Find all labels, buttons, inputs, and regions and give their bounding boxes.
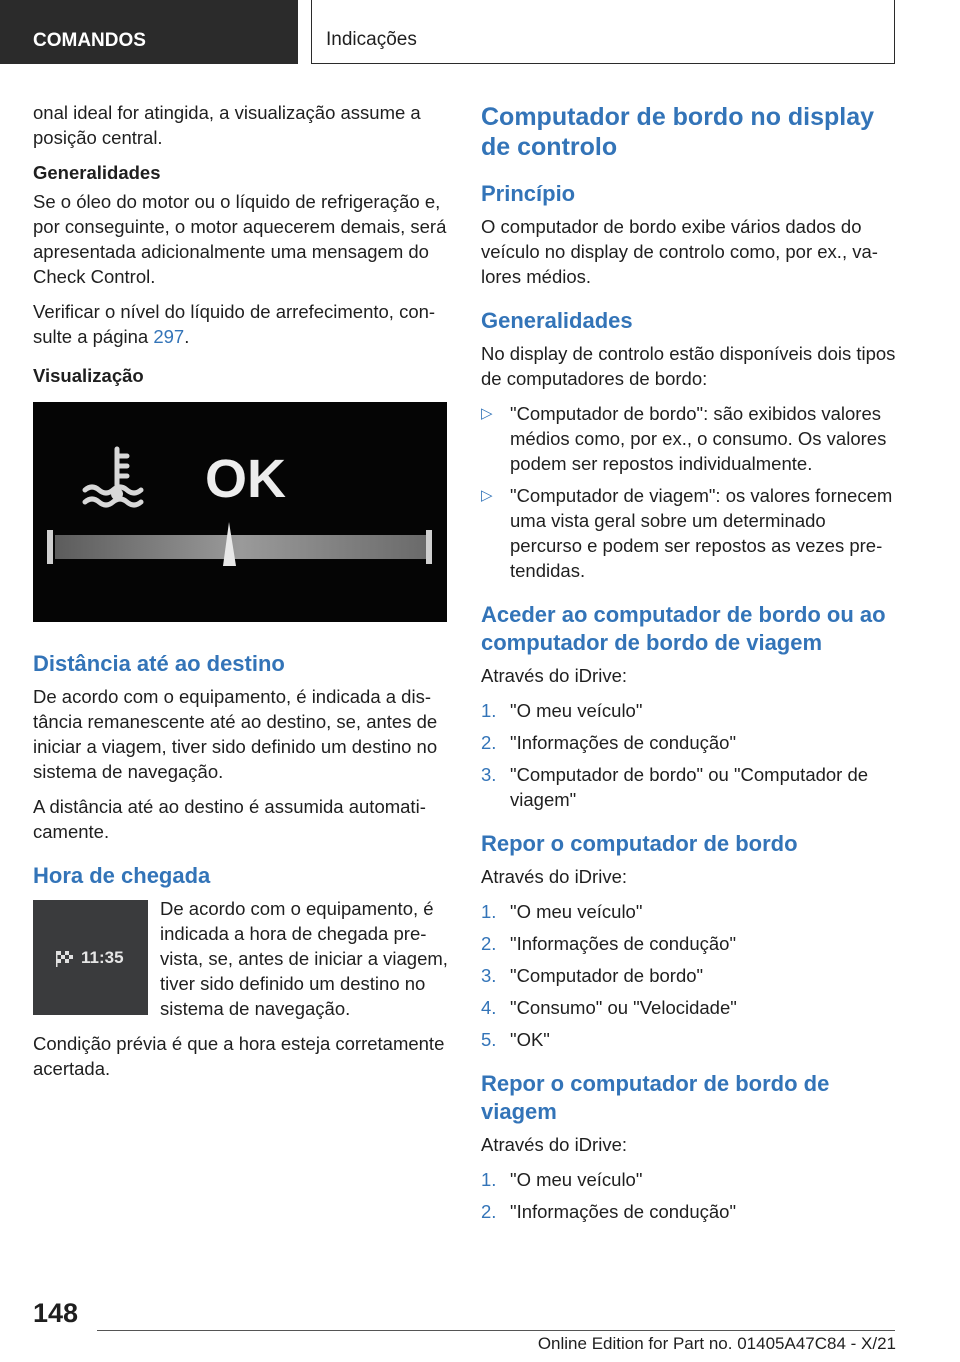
footer-divider [97,1330,895,1331]
arrival-time-figure [33,900,148,1015]
left-column [33,100,449,1091]
right-column [481,100,897,1234]
generalidades-paragraph-2: Verificar o nível do líquido de arrefecimento, consulte a página 297. [33,301,436,347]
page-number: 148 [33,1298,79,1328]
generalidades-subheading: Generalidades [33,162,161,183]
intro-paragraph: onal ideal for atingida, a visualização assume a posição central. [33,102,421,148]
display-ok-text: OK [205,449,286,509]
page-reference-link[interactable]: 297 [153,326,185,347]
temperature-scale-bar [55,535,427,559]
list-item: ▷ "Computador de bordo": são exibidos valores médios como, por ex., o consumo. Os valores podem ser repostos individualmente. [481,403,887,474]
list-item: 5. "OK" [481,1029,550,1050]
chegada-paragraph-2: Condição prévia é que a hora esteja corretamente acertada. [33,1033,445,1079]
computer-types-list [481,401,897,583]
coolant-temperature-icon [33,402,447,622]
generalidades-intro: No display de controlo estão disponíveis dois tipos de computadores de bordo: [481,343,896,389]
repor-heading: Repor o computador de bordo [481,831,798,856]
principio-paragraph: O computador de bordo exibe vários dados do veículo no display de controlo como, por ex., valores médios. [481,216,878,287]
list-item: 1. "O meu veículo" [481,700,643,721]
list-item: 1. "O meu veículo" [481,1169,643,1190]
section-label: COMANDOS [0,0,298,64]
repor-intro: Através do iDrive: [481,866,627,887]
triangle-bullet-icon: ▷ [481,405,493,422]
chapter-label: Indicações [311,0,895,64]
generalidades-paragraph-1: Se o óleo do motor ou o líquido de refrigeração e, por conseguinte, o motor aquecerem demais, será apresentada adicionalmente uma mensagem do Check Control. [33,191,447,287]
aceder-intro: Através do iDrive: [481,665,627,686]
visualizacao-subheading: Visualização [33,365,144,386]
repor-viagem-steps [481,1167,897,1224]
chegada-heading: Hora de chegada [33,863,211,888]
aceder-heading: Aceder ao computador de bordo ou ao computador de bordo de viagem [481,602,886,655]
repor-steps [481,899,897,1052]
list-item: 2. "Informações de condução" [481,933,737,954]
list-item: ▷ "Computador de viagem": os valores fornecem uma vista geral sobre um determinado percurso e podem ser repostos as vezes pretendidas. [481,485,893,581]
list-item: 4. "Consumo" ou "Velocidade" [481,997,737,1018]
page-header [0,0,960,66]
chegada-paragraph-1: De acordo com o equipamento, é indicada a hora de chegada prevista, se, antes de iniciar a viagem, tiver sido definido um destino no sistema de navegação. [160,898,448,1019]
edition-note: Online Edition for Part no. 01405A47C84 - X/21 [537,1334,896,1353]
triangle-bullet-icon: ▷ [481,487,493,504]
repor-viagem-intro: Através do iDrive: [481,1134,627,1155]
list-item: 1. "O meu veículo" [481,901,643,922]
list-item: 3. "Computador de bordo" ou "Computador de viagem" [481,764,869,810]
coolant-display-figure [33,402,447,622]
generalidades-heading: Generalidades [481,308,633,333]
principio-heading: Princípio [481,181,576,206]
distancia-paragraph-1: De acordo com o equipamento, é indicada a distância remanescente até ao destino, se, antes de iniciar a viagem, tiver sido definido um destino no sistema de navegação. [33,686,438,782]
arrival-time-value: 11:35 [81,948,124,967]
list-item: 3. "Computador de bordo" [481,965,704,986]
repor-viagem-heading: Repor o computador de bordo de viagem [481,1071,830,1124]
checkered-flag-icon [55,949,77,969]
distancia-paragraph-2: A distância até ao destino é assumida automaticamente. [33,796,426,842]
list-item: 2. "Informações de condução" [481,1201,737,1222]
list-item: 2. "Informações de condução" [481,732,737,753]
page-title: Computador de bordo no display de controlo [481,103,875,161]
distancia-heading: Distância até ao destino [33,651,285,676]
aceder-steps [481,698,897,812]
